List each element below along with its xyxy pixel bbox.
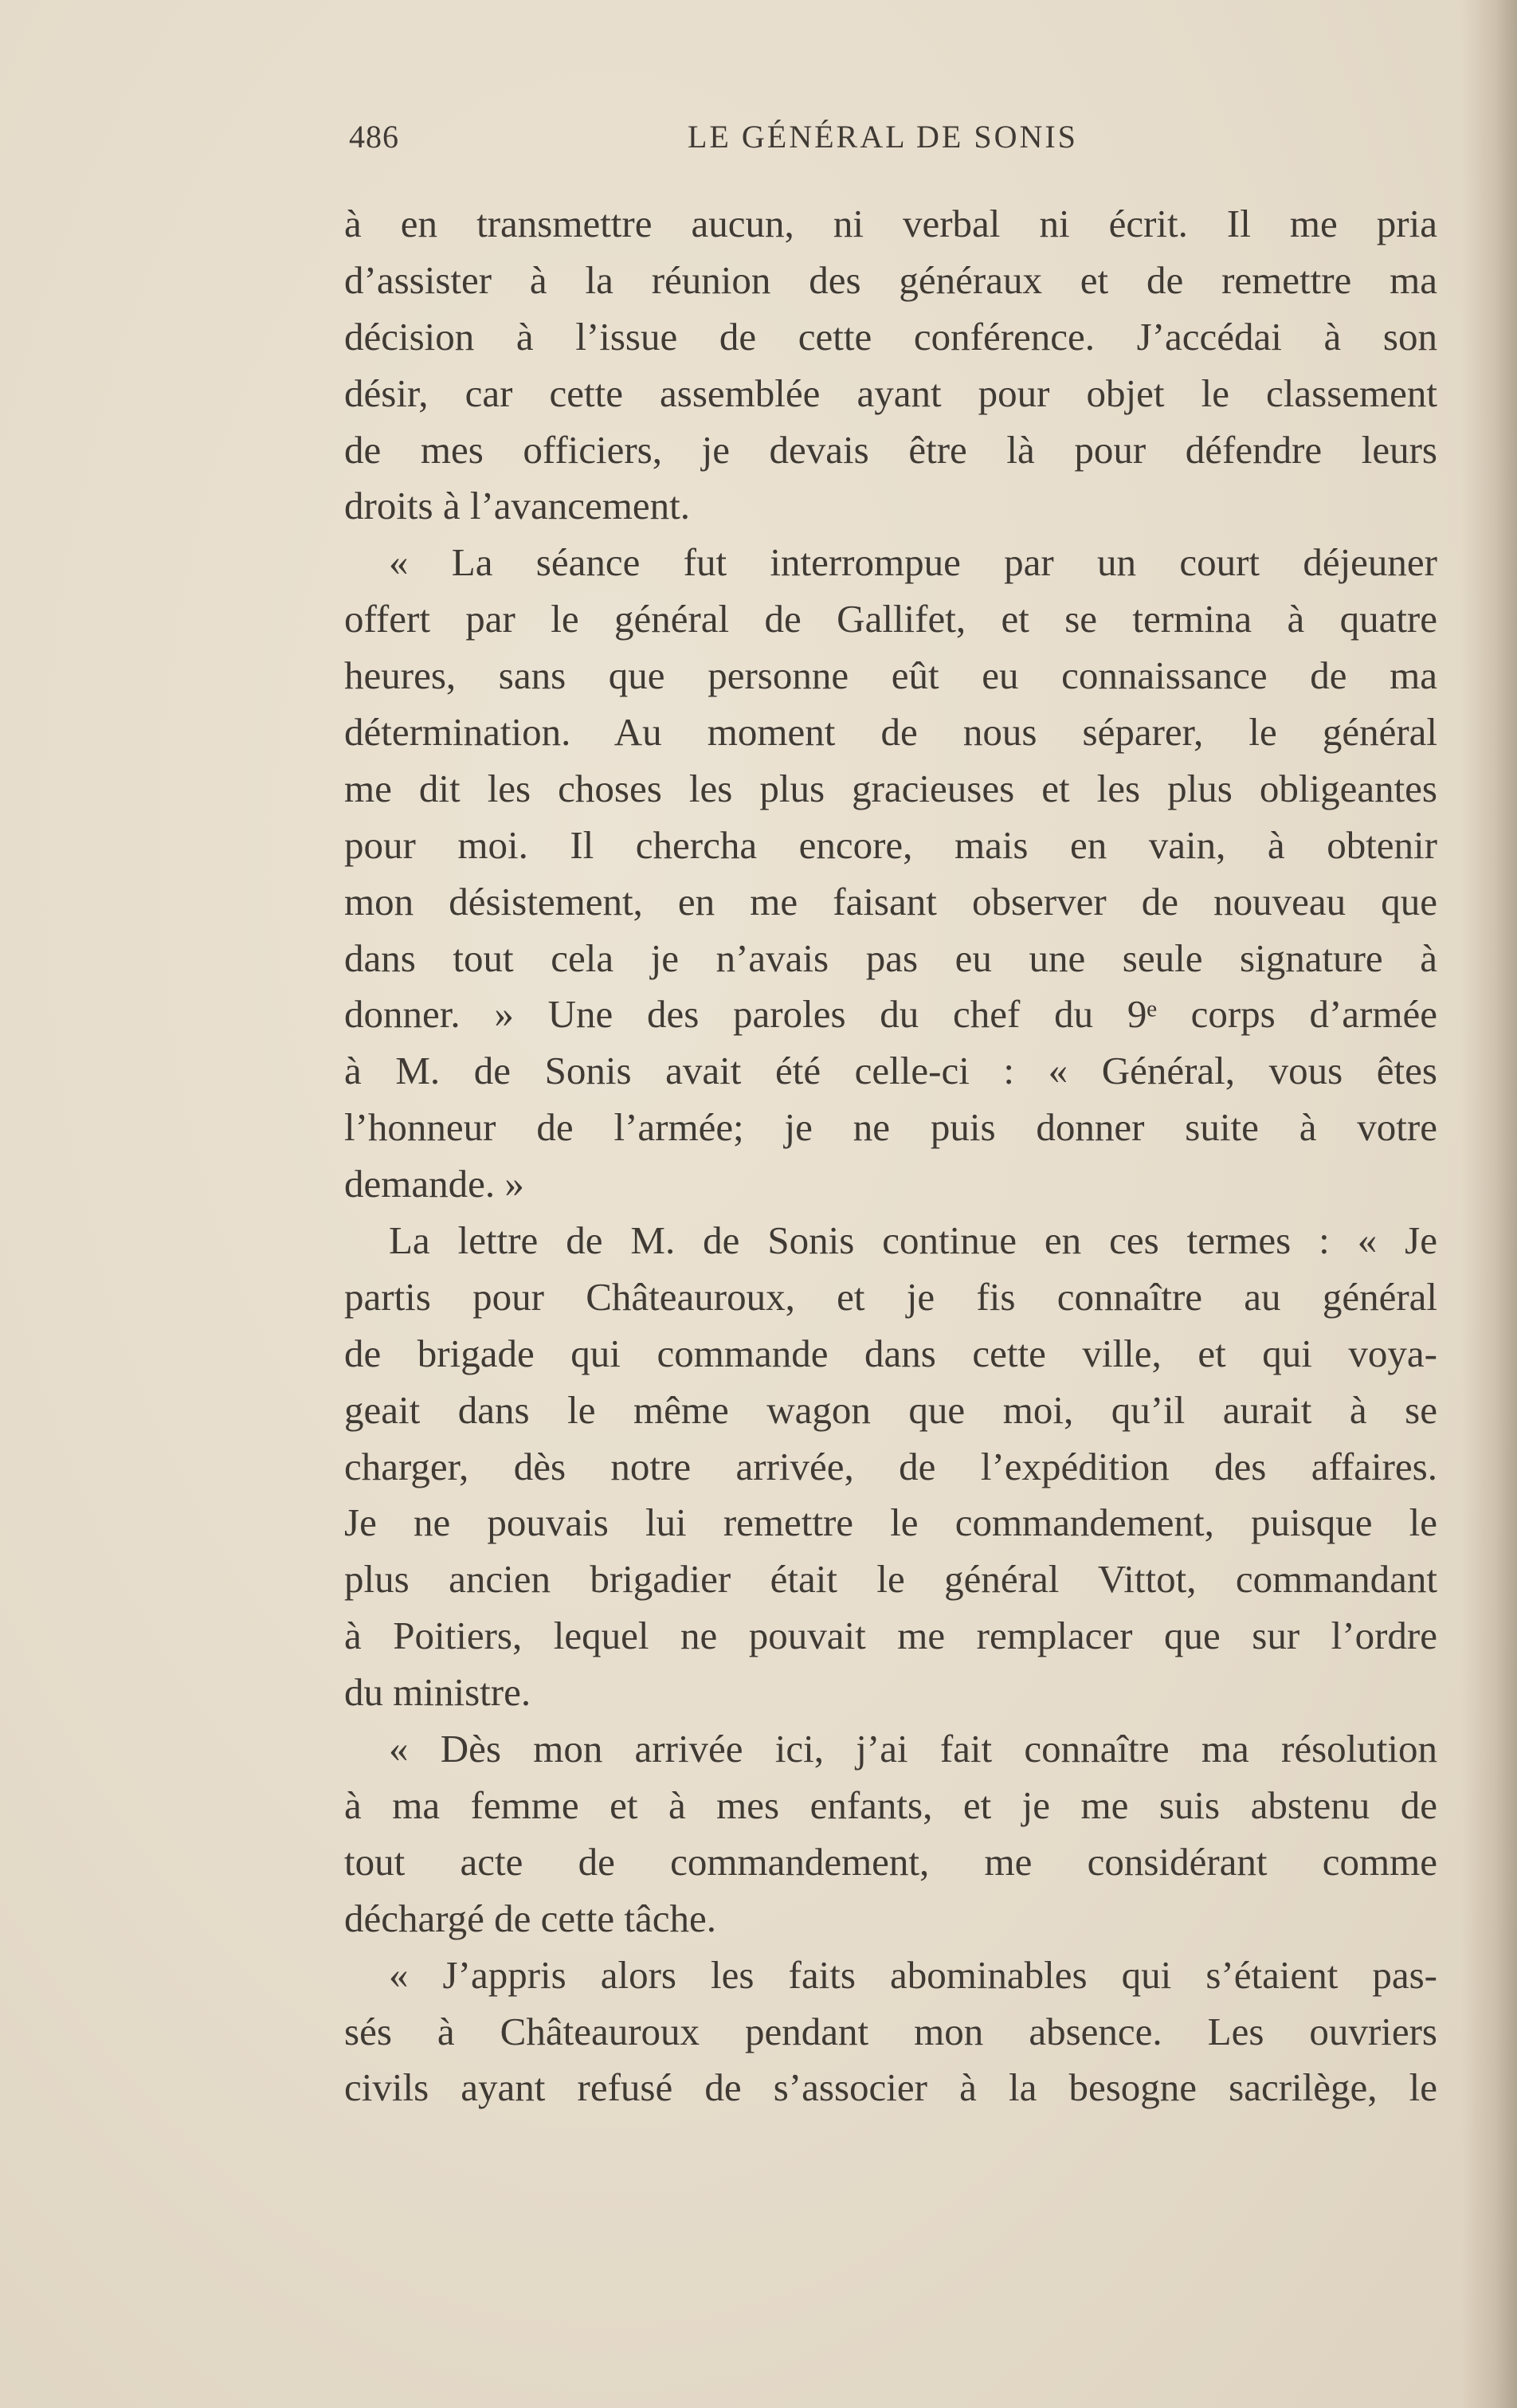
text-line: mon désistement, en me faisant observer de nouveau que [344,879,1437,924]
text-line: désir, car cette assemblée ayant pour objet le classement [344,371,1437,415]
body-text [344,196,1437,2116]
text-line: « La séance fut interrompue par un court déjeuner [389,540,1437,585]
text-line: de mes officiers, je devais être là pour défendre leurs [344,427,1437,472]
text-line: à M. de Sonis avait été celle-ci : « Général, vous êtes [344,1049,1437,1093]
text-line: l’honneur de l’armée; je ne puis donner suite à votre [344,1105,1437,1150]
running-title: LE GÉNÉRAL DE SONIS [688,119,1078,155]
text-line: partis pour Châteauroux, et je fis connaître au général [344,1274,1437,1319]
text-line: La lettre de M. de Sonis continue en ces termes : « Je [389,1218,1437,1263]
page-number: 486 [349,119,399,155]
running-head [349,118,1441,166]
text-line: demande. » [344,1162,524,1206]
text-line: Je ne pouvais lui remettre le commandement, puisque le [344,1500,1437,1545]
text-line: décision à l’issue de cette conférence. J’accédai à son [344,314,1437,359]
text-line: charger, dès notre arrivée, de l’expédition des affaires. [344,1444,1437,1488]
text-line: d’assister à la réunion des généraux et de remettre ma [344,257,1437,302]
text-line: plus ancien brigadier était le général Vittot, commandant [344,1557,1437,1602]
text-line: tout acte de commandement, me considérant comme [344,1839,1437,1884]
text-line: sés à Châteauroux pendant mon absence. Les ouvriers [344,2009,1437,2053]
text-line: de brigade qui commande dans cette ville, et qui voya- [344,1331,1437,1375]
text-line: pour moi. Il chercha encore, mais en vain, à obtenir [344,822,1437,867]
text-line: droits à l’avancement. [344,484,691,528]
text-line: heures, sans que personne eût eu connaissance de ma [344,653,1437,698]
text-line: geait dans le même wagon que moi, qu’il aurait à se [344,1387,1437,1432]
text-line: déchargé de cette tâche. [344,1896,717,1940]
binding-shadow [1461,0,1517,2408]
text-line: à ma femme et à mes enfants, et je me suis abstenu de [344,1782,1437,1827]
text-line: me dit les choses les plus gracieuses et les plus obligeantes [344,766,1437,810]
text-line: dans tout cela je n’avais pas eu une seule signature à [344,935,1437,980]
text-line: « J’appris alors les faits abominables qui s’étaient pas- [389,1952,1437,1997]
text-line: civils ayant refusé de s’associer à la besogne sacrilège, le [344,2065,1437,2110]
text-line: offert par le général de Gallifet, et se termina à quatre [344,597,1437,641]
text-line: donner. » Une des paroles du chef du 9ᵉ corps d’armée [344,992,1437,1037]
text-line: à en transmettre aucun, ni verbal ni écrit. Il me pria [344,202,1437,245]
text-line: du ministre. [344,1670,531,1715]
text-line: à Poitiers, lequel ne pouvait me remplacer que sur l’ordre [344,1614,1437,1658]
text-line: détermination. Au moment de nous séparer, le général [344,710,1437,755]
text-line: « Dès mon arrivée ici, j’ai fait connaître ma résolution [389,1727,1437,1771]
